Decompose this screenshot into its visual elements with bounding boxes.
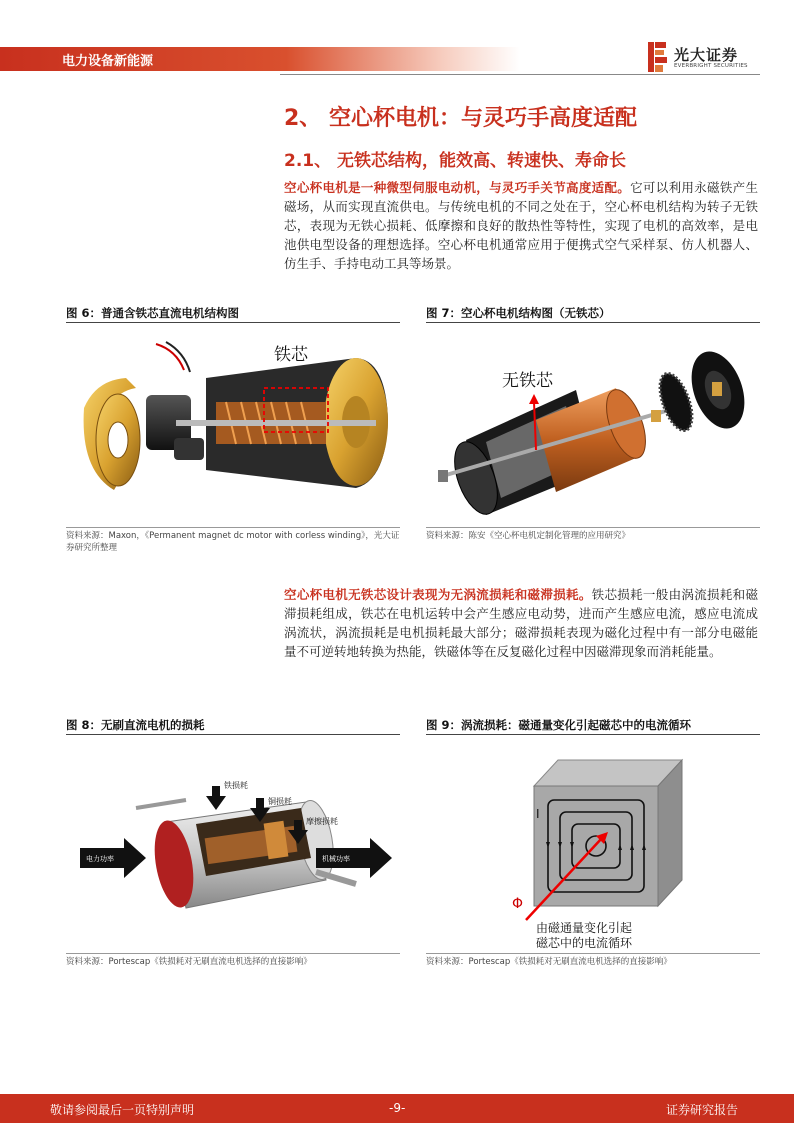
fig8-input-label: 电力功率 xyxy=(86,855,114,863)
fig6-source: 资料来源：Maxon，《Permanent magnet dc motor with corless winding》，光大证券研究所整理 xyxy=(66,531,400,553)
header-bar xyxy=(0,47,520,71)
fig8-iron-loss-label: 铁损耗 xyxy=(224,781,248,790)
loss-paragraph xyxy=(284,585,758,661)
fig8-source: 资料来源：Portescap《铁损耗对无刷直流电机选择的直接影响》 xyxy=(66,957,312,967)
fig7-coreless-label: 无铁芯 xyxy=(502,371,553,391)
fig7-source: 资料来源：陈安《空心杯电机定制化管理的应用研究》 xyxy=(426,531,631,541)
everbright-logo-icon xyxy=(648,42,668,72)
logo-cn: 光大证券 xyxy=(674,46,739,64)
fig8-output-label: 机械功率 xyxy=(322,855,350,863)
fig9-caption-line2: 磁芯中的电流循环 xyxy=(536,936,633,950)
fig9-eddy-current-image xyxy=(426,740,760,952)
fig9-caption-line1: 由磁通量变化引起 xyxy=(536,921,633,935)
loss-body: 铁芯损耗一般由涡流损耗和磁滞损耗组成，铁芯在电机运转中会产生感应电动势，进而产生感应电流，感应电流成涡流状，涡流损耗是电机损耗最大部分；磁滞损耗表现为磁化过程中有一部分电磁能量不可逆转地转换为热能，铁磁体等在反复磁化过程中因磁滞现象而消耗能量。 xyxy=(284,587,758,659)
header-divider xyxy=(280,74,760,75)
fig8-top-rule xyxy=(66,734,400,735)
brand-logo xyxy=(648,42,758,74)
fig7-coreless-motor-image xyxy=(426,330,760,526)
fig7-bottom-rule xyxy=(426,527,760,528)
intro-body: 它可以利用永磁铁产生磁场，从而实现直流供电。与传统电机的不同之处在于，空心杯电机结构为转子无铁芯，表现为无铁心损耗、低摩擦和良好的散热性等特性，实现了电机的高效率，是电池供电型设备的理想选择。空心杯电机通常应用于便携式空气采样泵、仿人机器人、仿生手、手持电动工具等场景。 xyxy=(284,180,758,271)
fig8-copper-loss-label: 铜损耗 xyxy=(268,797,292,806)
disclaimer-link[interactable]: 敬请参阅最后一页特别声明 xyxy=(50,1103,195,1117)
subsection-heading: 2.1、 无铁芯结构，能效高、转速快、寿命长 xyxy=(284,151,627,171)
fig6-iron-core-motor-image xyxy=(66,330,400,526)
intro-paragraph xyxy=(284,178,758,273)
fig8-title: 图 8：无刷直流电机的损耗 xyxy=(66,718,205,732)
fig9-bottom-rule xyxy=(426,953,760,954)
page-number: -9- xyxy=(389,1101,406,1115)
fig6-top-rule xyxy=(66,322,400,323)
fig6-iron-core-label: 铁芯 xyxy=(274,345,308,365)
fig8-bldc-loss-image xyxy=(66,740,400,952)
fig9-top-rule xyxy=(426,734,760,735)
footer-bar xyxy=(0,1094,794,1123)
fig9-current-symbol: I xyxy=(536,807,540,821)
fig8-friction-loss-label: 摩擦损耗 xyxy=(306,817,338,826)
intro-lead: 空心杯电机是一种微型伺服电动机，与灵巧手关节高度适配。 xyxy=(284,180,631,195)
logo-en: EVERBRIGHT SECURITIES xyxy=(674,63,748,69)
fig9-flux-symbol: Φ xyxy=(512,896,524,912)
fig9-title: 图 9：涡流损耗：磁通量变化引起磁芯中的电流循环 xyxy=(426,718,692,732)
section-label: 电力设备新能源 xyxy=(62,54,154,69)
fig6-title: 图 6：普通含铁芯直流电机结构图 xyxy=(66,306,240,320)
fig8-bottom-rule xyxy=(66,953,400,954)
fig6-bottom-rule xyxy=(66,527,400,528)
section-heading: 2、 空心杯电机：与灵巧手高度适配 xyxy=(284,106,637,131)
fig7-title: 图 7：空心杯电机结构图（无铁芯） xyxy=(426,306,611,320)
fig7-top-rule xyxy=(426,322,760,323)
fig9-source: 资料来源：Portescap《铁损耗对无刷直流电机选择的直接影响》 xyxy=(426,957,672,967)
report-type: 证券研究报告 xyxy=(666,1103,739,1117)
loss-lead: 空心杯电机无铁芯设计表现为无涡流损耗和磁滞损耗。 xyxy=(284,587,592,602)
